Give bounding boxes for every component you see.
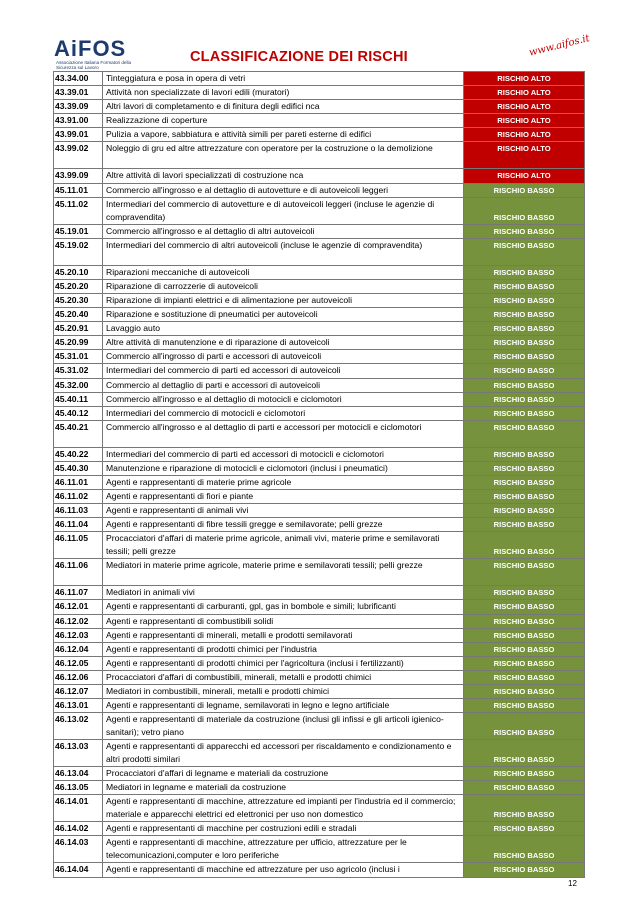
risk-level-badge: RISCHIO BASSO — [464, 822, 585, 835]
table-row — [53, 407, 585, 421]
activity-description: Agenti e rappresentanti di prodotti chimici per l'agricoltura (inclusi i fertilizzanti) — [103, 657, 464, 670]
activity-description: Riparazione di carrozzerie di autoveicoli — [103, 280, 464, 293]
ateco-code: 43.99.01 — [53, 128, 103, 141]
activity-description: Mediatori in materie prime agricole, materie prime e semilavorati tessili; pelli grezze — [103, 559, 464, 585]
ateco-code: 43.39.01 — [53, 86, 103, 99]
ateco-code: 45.20.40 — [53, 308, 103, 321]
table-row — [53, 490, 585, 504]
ateco-code: 46.12.07 — [53, 685, 103, 698]
ateco-code: 45.11.02 — [53, 198, 103, 224]
table-row — [53, 600, 585, 614]
activity-description: Riparazione e sostituzione di pneumatici per autoveicoli — [103, 308, 464, 321]
ateco-code: 46.11.02 — [53, 490, 103, 503]
risk-level-badge: RISCHIO BASSO — [464, 795, 585, 821]
risk-level-badge: RISCHIO BASSO — [464, 490, 585, 503]
risk-level-badge: RISCHIO BASSO — [464, 518, 585, 531]
table-row — [53, 225, 585, 239]
ateco-code: 45.40.21 — [53, 421, 103, 447]
ateco-code: 45.20.20 — [53, 280, 103, 293]
ateco-code: 46.11.01 — [53, 476, 103, 489]
risk-level-badge: RISCHIO ALTO — [464, 169, 585, 182]
ateco-code: 45.40.30 — [53, 462, 103, 475]
risk-level-badge: RISCHIO ALTO — [464, 142, 585, 168]
risk-level-badge: RISCHIO BASSO — [464, 407, 585, 420]
activity-description: Commercio al dettaglio di parti e accessori di autoveicoli — [103, 379, 464, 392]
activity-description: Agenti e rappresentanti di carburanti, gpl, gas in bombole e simili; lubrificanti — [103, 600, 464, 613]
table-row — [53, 128, 585, 142]
risk-level-badge: RISCHIO BASSO — [464, 239, 585, 265]
ateco-code: 46.14.01 — [53, 795, 103, 821]
ateco-code: 46.11.06 — [53, 559, 103, 585]
ateco-code: 46.13.02 — [53, 713, 103, 739]
ateco-code: 43.99.02 — [53, 142, 103, 168]
risk-level-badge: RISCHIO BASSO — [464, 615, 585, 628]
table-row — [53, 671, 585, 685]
activity-description: Commercio all'ingrosso e al dettaglio di motocicli e ciclomotori — [103, 393, 464, 406]
table-row — [53, 393, 585, 407]
ateco-code: 46.13.04 — [53, 767, 103, 780]
ateco-code: 45.11.01 — [53, 184, 103, 197]
risk-level-badge: RISCHIO ALTO — [464, 72, 585, 85]
activity-description: Mediatori in animali vivi — [103, 586, 464, 599]
ateco-code: 46.12.02 — [53, 615, 103, 628]
table-row — [53, 266, 585, 280]
risk-level-badge: RISCHIO BASSO — [464, 308, 585, 321]
ateco-code: 46.11.03 — [53, 504, 103, 517]
risk-level-badge: RISCHIO BASSO — [464, 836, 585, 862]
table-row — [53, 781, 585, 795]
table-row — [53, 504, 585, 518]
ateco-code: 43.99.09 — [53, 169, 103, 182]
risk-level-badge: RISCHIO BASSO — [464, 184, 585, 197]
table-row — [53, 657, 585, 671]
activity-description: Agenti e rappresentanti di legname, semilavorati in legno e legno artificiale — [103, 699, 464, 712]
risk-level-badge: RISCHIO BASSO — [464, 781, 585, 794]
ateco-code: 43.39.09 — [53, 100, 103, 113]
table-row — [53, 699, 585, 713]
table-row — [53, 86, 585, 100]
risk-level-badge: RISCHIO BASSO — [464, 294, 585, 307]
table-row — [53, 836, 585, 863]
table-row — [53, 643, 585, 657]
ateco-code: 45.40.12 — [53, 407, 103, 420]
table-row — [53, 198, 585, 225]
table-row — [53, 379, 585, 393]
ateco-code: 43.34.00 — [53, 72, 103, 85]
risk-level-badge: RISCHIO BASSO — [464, 671, 585, 684]
table-row — [53, 280, 585, 294]
table-row — [53, 184, 585, 198]
ateco-code: 45.20.30 — [53, 294, 103, 307]
table-row — [53, 740, 585, 767]
activity-description: Intermediari del commercio di parti ed accessori di motocicli e ciclomotori — [103, 448, 464, 461]
ateco-code: 46.14.03 — [53, 836, 103, 862]
risk-level-badge: RISCHIO BASSO — [464, 600, 585, 613]
risk-level-badge: RISCHIO BASSO — [464, 699, 585, 712]
table-row — [53, 239, 585, 266]
activity-description: Lavaggio auto — [103, 322, 464, 335]
table-row — [53, 448, 585, 462]
ateco-code: 46.13.03 — [53, 740, 103, 766]
activity-description: Altri lavori di completamento e di finitura degli edifici nca — [103, 100, 464, 113]
ateco-code: 46.12.05 — [53, 657, 103, 670]
risk-level-badge: RISCHIO ALTO — [464, 100, 585, 113]
table-row — [53, 532, 585, 559]
risk-level-badge: RISCHIO BASSO — [464, 448, 585, 461]
table-row — [53, 586, 585, 600]
ateco-code: 45.19.02 — [53, 239, 103, 265]
table-row — [53, 72, 585, 86]
ateco-code: 46.13.01 — [53, 699, 103, 712]
table-row — [53, 685, 585, 699]
table-row — [53, 518, 585, 532]
activity-description: Agenti e rappresentanti di macchine per costruzioni edili e stradali — [103, 822, 464, 835]
risk-level-badge: RISCHIO BASSO — [464, 767, 585, 780]
activity-description: Procacciatori d'affari di combustibili, minerali, metalli e prodotti chimici — [103, 671, 464, 684]
risk-level-badge: RISCHIO BASSO — [464, 280, 585, 293]
logo-subtitle: Associazione Italiana Formatori della Sicurezza sul Lavoro — [56, 60, 132, 70]
ateco-code: 45.20.99 — [53, 336, 103, 349]
risk-level-badge: RISCHIO BASSO — [464, 379, 585, 392]
risk-level-badge: RISCHIO BASSO — [464, 476, 585, 489]
risk-table — [53, 71, 585, 878]
ateco-code: 45.19.01 — [53, 225, 103, 238]
activity-description: Intermediari del commercio di motocicli e ciclomotori — [103, 407, 464, 420]
activity-description: Agenti e rappresentanti di macchine, attrezzature ed impianti per l'industria ed il commercio; materiale e apparecchi elettrici ed elettronici per uso non domestico — [103, 795, 464, 821]
activity-description: Realizzazione di coperture — [103, 114, 464, 127]
activity-description: Intermediari del commercio di parti ed accessori di autoveicoli — [103, 364, 464, 377]
risk-level-badge: RISCHIO BASSO — [464, 266, 585, 279]
ateco-code: 45.32.00 — [53, 379, 103, 392]
activity-description: Altre attività di lavori specializzati di costruzione nca — [103, 169, 464, 182]
activity-description: Altre attività di manutenzione e di riparazione di autoveicoli — [103, 336, 464, 349]
ateco-code: 45.31.02 — [53, 364, 103, 377]
aifos-logo — [54, 38, 146, 70]
activity-description: Noleggio di gru ed altre attrezzature con operatore per la costruzione o la demolizione — [103, 142, 464, 168]
table-row — [53, 114, 585, 128]
table-row — [53, 322, 585, 336]
risk-level-badge: RISCHIO ALTO — [464, 114, 585, 127]
activity-description: Procacciatori d'affari di legname e materiali da costruzione — [103, 767, 464, 780]
risk-level-badge: RISCHIO BASSO — [464, 643, 585, 656]
ateco-code: 45.31.01 — [53, 350, 103, 363]
risk-level-badge: RISCHIO BASSO — [464, 393, 585, 406]
activity-description: Pulizia a vapore, sabbiatura e attività simili per pareti esterne di edifici — [103, 128, 464, 141]
ateco-code: 45.40.22 — [53, 448, 103, 461]
activity-description: Agenti e rappresentanti di macchine ed attrezzature per uso agricolo (inclusi i — [103, 863, 464, 876]
risk-level-badge: RISCHIO BASSO — [464, 421, 585, 447]
logo-text: AiFOS — [54, 36, 127, 61]
risk-level-badge: RISCHIO BASSO — [464, 629, 585, 642]
table-row — [53, 364, 585, 378]
table-row — [53, 169, 585, 183]
risk-level-badge: RISCHIO BASSO — [464, 504, 585, 517]
ateco-code: 46.11.05 — [53, 532, 103, 558]
ateco-code: 46.14.02 — [53, 822, 103, 835]
table-row — [53, 713, 585, 740]
activity-description: Tinteggiatura e posa in opera di vetri — [103, 72, 464, 85]
activity-description: Agenti e rappresentanti di fiori e piante — [103, 490, 464, 503]
page-title: CLASSIFICAZIONE DEI RISCHI — [190, 49, 408, 65]
table-row — [53, 767, 585, 781]
risk-level-badge: RISCHIO BASSO — [464, 198, 585, 224]
activity-description: Commercio all'ingrosso e al dettaglio di autovetture e di autoveicoli leggeri — [103, 184, 464, 197]
table-row — [53, 863, 585, 877]
ateco-code: 46.11.04 — [53, 518, 103, 531]
table-row — [53, 476, 585, 490]
activity-description: Agenti e rappresentanti di prodotti chimici per l'industria — [103, 643, 464, 656]
activity-description: Commercio all'ingrosso e al dettaglio di altri autoveicoli — [103, 225, 464, 238]
table-row — [53, 100, 585, 114]
risk-level-badge: RISCHIO BASSO — [464, 713, 585, 739]
table-row — [53, 822, 585, 836]
table-row — [53, 629, 585, 643]
activity-description: Riparazioni meccaniche di autoveicoli — [103, 266, 464, 279]
activity-description: Agenti e rappresentanti di animali vivi — [103, 504, 464, 517]
risk-level-badge: RISCHIO BASSO — [464, 462, 585, 475]
table-row — [53, 336, 585, 350]
activity-description: Agenti e rappresentanti di apparecchi ed accessori per riscaldamento e condizionamento e altri prodotti similari — [103, 740, 464, 766]
ateco-code: 46.12.01 — [53, 600, 103, 613]
risk-level-badge: RISCHIO BASSO — [464, 322, 585, 335]
activity-description: Riparazione di impianti elettrici e di alimentazione per autoveicoli — [103, 294, 464, 307]
risk-level-badge: RISCHIO ALTO — [464, 128, 585, 141]
ateco-code: 46.11.07 — [53, 586, 103, 599]
risk-level-badge: RISCHIO BASSO — [464, 336, 585, 349]
activity-description: Commercio all'ingrosso e al dettaglio di parti e accessori per motocicli e ciclomotori — [103, 421, 464, 447]
table-row — [53, 308, 585, 322]
risk-level-badge: RISCHIO BASSO — [464, 586, 585, 599]
ateco-code: 46.14.04 — [53, 863, 103, 876]
activity-description: Commercio all'ingrosso di parti e accessori di autoveicoli — [103, 350, 464, 363]
risk-level-badge: RISCHIO BASSO — [464, 685, 585, 698]
table-row — [53, 462, 585, 476]
risk-level-badge: RISCHIO BASSO — [464, 532, 585, 558]
activity-description: Intermediari del commercio di autovetture e di autoveicoli leggeri (incluse le agenzie di compravendita) — [103, 198, 464, 224]
table-row — [53, 350, 585, 364]
ateco-code: 46.12.03 — [53, 629, 103, 642]
table-row — [53, 421, 585, 448]
activity-description: Attività non specializzate di lavori edili (muratori) — [103, 86, 464, 99]
risk-level-badge: RISCHIO BASSO — [464, 863, 585, 876]
activity-description: Agenti e rappresentanti di macchine, attrezzature per ufficio, attrezzature per le telecomunicazioni,computer e loro periferiche — [103, 836, 464, 862]
activity-description: Agenti e rappresentanti di combustibili solidi — [103, 615, 464, 628]
risk-level-badge: RISCHIO BASSO — [464, 225, 585, 238]
ateco-code: 46.12.06 — [53, 671, 103, 684]
table-row — [53, 142, 585, 169]
site-url: www.aifos.it — [528, 32, 591, 59]
risk-level-badge: RISCHIO BASSO — [464, 740, 585, 766]
ateco-code: 45.20.91 — [53, 322, 103, 335]
ateco-code: 45.40.11 — [53, 393, 103, 406]
activity-description: Procacciatori d'affari di materie prime agricole, animali vivi, materie prime e semilavorati tessili; pelli grezze — [103, 532, 464, 558]
activity-description: Mediatori in legname e materiali da costruzione — [103, 781, 464, 794]
ateco-code: 46.12.04 — [53, 643, 103, 656]
risk-level-badge: RISCHIO BASSO — [464, 350, 585, 363]
activity-description: Manutenzione e riparazione di motocicli e ciclomotori (inclusi i pneumatici) — [103, 462, 464, 475]
ateco-code: 46.13.05 — [53, 781, 103, 794]
ateco-code: 45.20.10 — [53, 266, 103, 279]
activity-description: Mediatori in combustibili, minerali, metalli e prodotti chimici — [103, 685, 464, 698]
activity-description: Agenti e rappresentanti di fibre tessili gregge e semilavorate; pelli grezze — [103, 518, 464, 531]
activity-description: Agenti e rappresentanti di materiale da costruzione (inclusi gli infissi e gli articoli igienico-sanitari); vetro piano — [103, 713, 464, 739]
activity-description: Agenti e rappresentanti di materie prime agricole — [103, 476, 464, 489]
page-number: 12 — [568, 879, 577, 888]
table-row — [53, 294, 585, 308]
risk-level-badge: RISCHIO BASSO — [464, 559, 585, 585]
ateco-code: 43.91.00 — [53, 114, 103, 127]
risk-level-badge: RISCHIO BASSO — [464, 657, 585, 670]
activity-description: Agenti e rappresentanti di minerali, metalli e prodotti semilavorati — [103, 629, 464, 642]
table-row — [53, 559, 585, 586]
risk-level-badge: RISCHIO BASSO — [464, 364, 585, 377]
activity-description: Intermediari del commercio di altri autoveicoli (incluse le agenzie di compravendita) — [103, 239, 464, 265]
table-row — [53, 795, 585, 822]
risk-level-badge: RISCHIO ALTO — [464, 86, 585, 99]
table-row — [53, 615, 585, 629]
